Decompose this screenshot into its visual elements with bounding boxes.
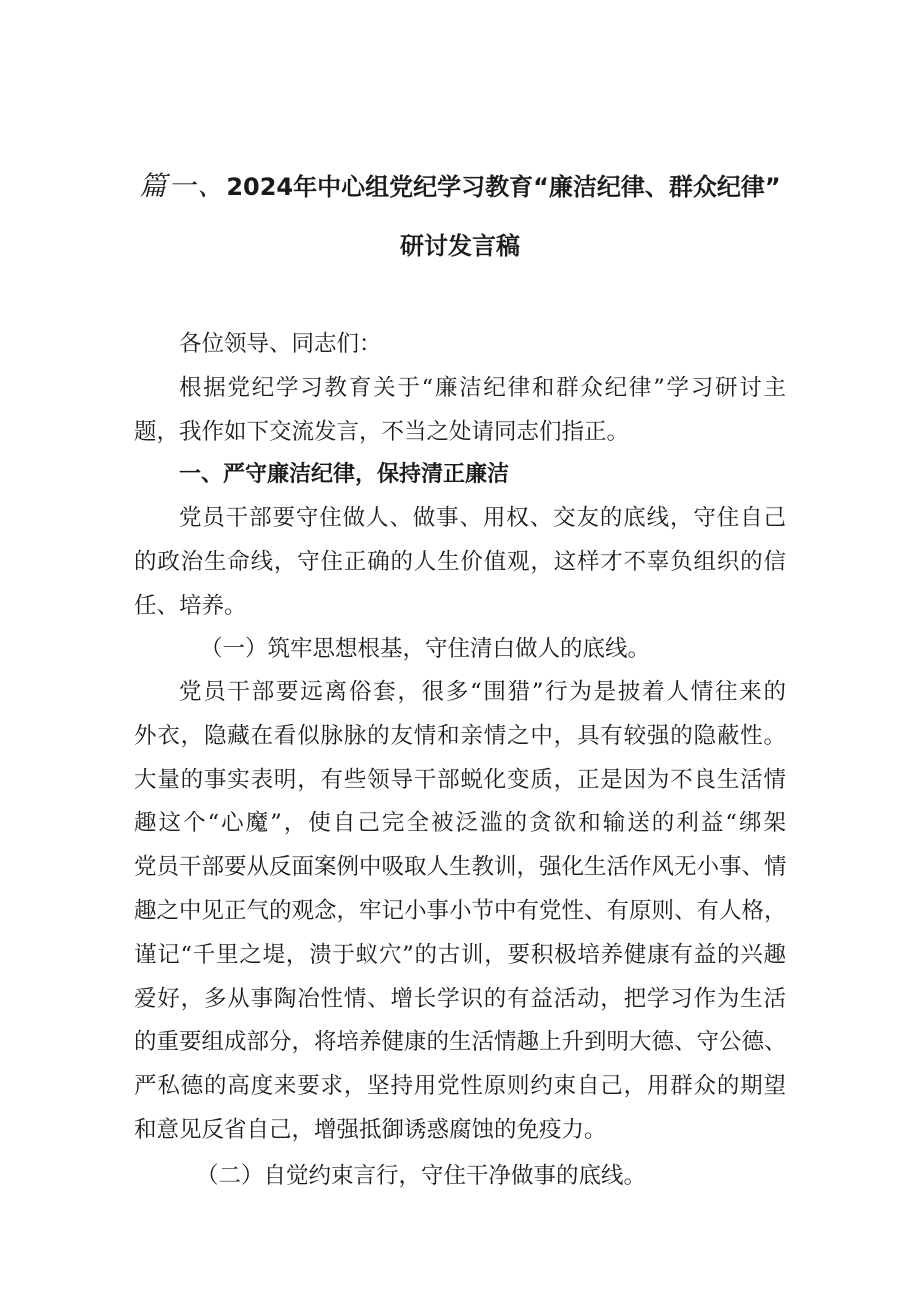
document-title-line-2: 研讨发言稿 xyxy=(400,232,520,260)
salutation-paragraph xyxy=(134,323,786,367)
paragraph-line: 根据党纪学习教育关于“廉洁纪律和群众纪律”学习研讨主 xyxy=(179,375,786,401)
paragraph-line: 党员干部要守住做人、做事、用权、交友的底线，守住自己 xyxy=(179,505,786,531)
paragraph-line: 的政治生命线，守住正确的人生价值观，这样才不辜负组织的信 xyxy=(134,548,786,575)
paragraph-line: 党员干部要远离俗套，很多“围猎”行为是披着人情往来的 xyxy=(179,679,786,705)
subsection1-paragraph xyxy=(134,671,786,1153)
paragraph-line: 任、培养。 xyxy=(134,592,247,619)
intro-paragraph xyxy=(134,367,786,455)
paragraph-line: 爱好，多从事陶冶性情、增长学识的有益活动，把学习作为生活 xyxy=(134,985,786,1012)
title-prefix: 篇一、 xyxy=(139,171,227,202)
section-heading-1: 一、严守廉洁纪律，保持清正廉洁 xyxy=(179,462,510,487)
paragraph-line: 趣这个“心魔”，使自己完全被泛滥的贪欲和输送的利益“绑架 xyxy=(134,810,786,837)
subsection-heading-1: （一）筑牢思想根基，守住清白做人的底线。 xyxy=(200,636,651,662)
paragraph-line: 严私德的高度来要求，坚持用党性原则约束自己，用群众的期望 xyxy=(134,1073,786,1100)
paragraph-line: 题，我作如下交流发言，不当之处请同志们指正。 xyxy=(134,418,630,445)
title-text: 2024年中心组党纪学习教育“廉洁纪律、群众纪律” xyxy=(226,173,781,201)
paragraph-line: 趣之中见正气的观念，牢记小事小节中有党性、有原则、有人格， xyxy=(134,897,787,924)
document-title-line-1 xyxy=(0,169,920,205)
paragraph-line: 大量的事实表明，有些领导干部蜕化变质，正是因为不良生活情 xyxy=(134,766,786,793)
paragraph-line: 和意见反省自己，增强抵御诱惑腐蚀的免疫力。 xyxy=(134,1116,607,1143)
paragraph-line: 外衣，隐藏在看似脉脉的友情和亲情之中，具有较强的隐蔽性。 xyxy=(134,722,786,749)
section1-paragraph xyxy=(134,497,786,628)
paragraph-line: 党员干部要从反面案例中吸取人生教训，强化生活作风无小事、情 xyxy=(134,854,787,881)
salutation: 各位领导、同志们： xyxy=(179,331,382,357)
subsection-heading-2: （二）自觉约束言行，守住干净做事的底线。 xyxy=(196,1163,647,1189)
paragraph-line: 的重要组成部分，将培养健康的生活情趣上升到明大德、守公德、 xyxy=(134,1029,787,1056)
paragraph-line: 谨记“千里之堤，溃于蚁穴”的古训，要积极培养健康有益的兴趣 xyxy=(134,941,786,968)
